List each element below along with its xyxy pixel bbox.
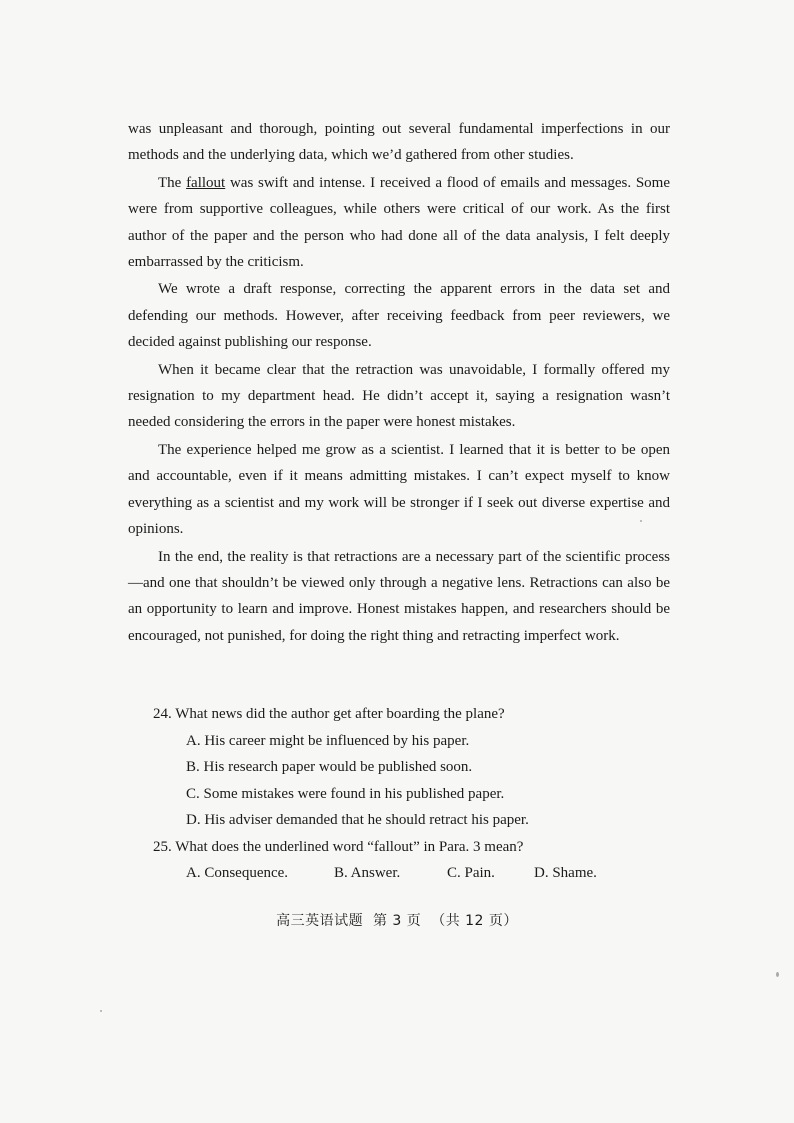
question-25-option-b: B. Answer.: [334, 865, 401, 881]
underlined-word-fallout: fallout: [186, 174, 226, 191]
scan-speck: [776, 972, 779, 977]
paragraph-1: was unpleasant and thorough, pointing out several fundamental imperfections in our methods and the underlying data, which we’d gathered from other studies.: [128, 121, 670, 164]
question-25-option-c: C. Pain.: [447, 865, 495, 881]
paragraph-5: The experience helped me grow as a scientist. I learned that it is better to be open and accountable, even if it means admitting mistakes. I can’t expect myself to know everything as a scientist and my work will be stronger if I seek out diverse expertise and opinions.: [128, 441, 670, 538]
paragraph-3: We wrote a draft response, correcting the apparent errors in the data set and defending our methods. However, after receiving feedback from peer reviewers, we decided against publishing our response.: [128, 281, 670, 351]
question-25-options: [153, 860, 673, 887]
question-25-option-a: A. Consequence.: [186, 865, 289, 881]
question-24-option-c: C. Some mistakes were found in his published paper.: [186, 785, 505, 802]
paragraph-2: [128, 170, 670, 276]
reading-passage: [128, 116, 670, 650]
question-24-option-a: A. His career might be influenced by his paper.: [186, 732, 470, 749]
paragraph-4: When it became clear that the retraction was unavoidable, I formally offered my resignation to my department head. He didn’t accept it, saying a resignation wasn’t needed considering the errors in the paper were honest mistakes.: [128, 361, 670, 431]
question-25-stem: 25. What does the underlined word “fallout” in Para. 3 mean?: [153, 838, 524, 855]
question-24-option-d: D. His adviser demanded that he should retract his paper.: [186, 812, 529, 828]
question-24-option-b: B. His research paper would be published soon.: [186, 759, 473, 775]
page-footer: [0, 910, 794, 930]
question-24-stem: 24. What news did the author get after boarding the plane?: [153, 706, 505, 722]
footer-total-pages: （共 12 页）: [431, 913, 518, 929]
paragraph-2-rest: was swift and intense. I received a flood of emails and messages. Some were from supportive colleagues, while others were critical of our work. As the first author of the paper and the person who had done all of the data analysis, I felt deeply embarrassed by the criticism.: [128, 174, 670, 271]
question-section: [153, 701, 673, 887]
footer-subject: 高三英语试题: [276, 913, 364, 929]
paragraph-2-lead: The: [158, 174, 187, 191]
scan-speck: [100, 1010, 102, 1012]
paragraph-6: In the end, the reality is that retractions are a necessary part of the scientific process—and one that shouldn’t be viewed only through a negative lens. Retractions can also be an opportunity to learn and improve. Honest mistakes happen, and researchers should be encouraged, not punished, for doing the right thing and retracting imperfect work.: [128, 548, 670, 644]
scan-speck: [640, 520, 642, 522]
footer-page-number: 第 3 页: [372, 913, 422, 929]
question-25-option-d: D. Shame.: [534, 865, 597, 881]
